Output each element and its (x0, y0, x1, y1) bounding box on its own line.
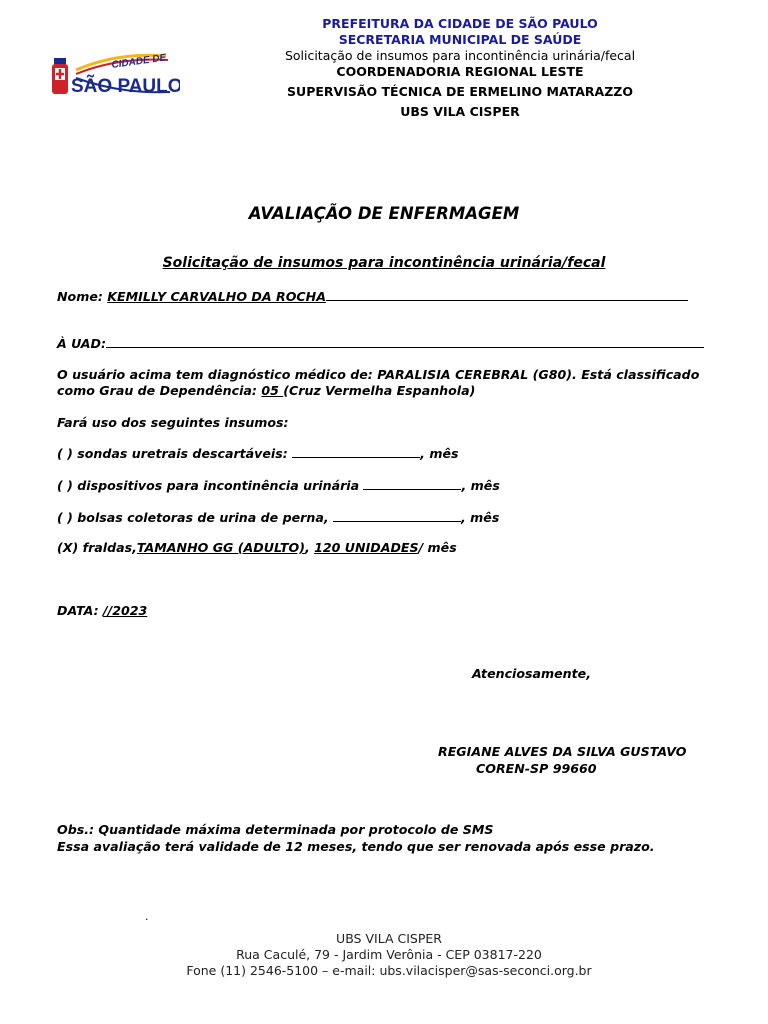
insumo-fraldas-qty: 120 UNIDADES (314, 540, 419, 555)
header-line-ubs: UBS VILA CISPER (400, 104, 520, 119)
uad-blank-line (106, 336, 704, 348)
signer-coren: COREN-SP 99660 (476, 761, 597, 776)
insumo-bolsas-suffix: , mês (461, 510, 500, 525)
stray-dot: . (145, 910, 149, 923)
closing-text: Atenciosamente, (472, 666, 591, 681)
insumo-dispositivos-suffix: , mês (461, 478, 500, 493)
diagnosis-line-1: O usuário acima tem diagnóstico médico de: PARALISIA CEREBRAL (G80). Está classificado (57, 367, 700, 382)
header-line-secretaria: SECRETARIA MUNICIPAL DE SAÚDE (338, 32, 582, 47)
insumo-fraldas-suffix: / mês (418, 540, 457, 555)
footer-contact: Fone (11) 2546-5100 – e-mail: ubs.vilacisper@sas-seconci.org.br (186, 963, 592, 978)
header-line-prefeitura: PREFEITURA DA CIDADE DE SÃO PAULO (322, 16, 598, 31)
date-label: DATA: (57, 603, 104, 618)
insumo-item-dispositivos (57, 478, 500, 494)
diagnosis-line-2 (57, 383, 475, 399)
uad-field (57, 336, 704, 352)
insumo-fraldas-size: TAMANHO GG (ADULTO) (136, 540, 305, 555)
signer-name: REGIANE ALVES DA SILVA GUSTAVO (438, 744, 687, 759)
logo-top-text: CIDADE DE (110, 52, 167, 71)
page-subtitle: Solicitação de insumos para incontinência urinária/fecal (162, 255, 606, 271)
header-line-solicitacao: Solicitação de insumos para incontinência urinária/fecal (284, 48, 636, 63)
nome-label: Nome: (57, 289, 108, 304)
uad-label: À UAD: (57, 336, 107, 351)
footer-ubs: UBS VILA CISPER (336, 931, 442, 946)
insumo-fraldas-label: (X) fraldas, (57, 540, 137, 555)
insumo-item-sondas (57, 446, 459, 462)
insumo-dispositivos-label: ( ) dispositivos para incontinência urinária (57, 478, 364, 493)
insumo-sondas-suffix: , mês (420, 446, 459, 461)
insumo-dispositivos-blank (363, 478, 461, 490)
insumo-item-bolsas (57, 510, 499, 526)
insumo-sondas-label: ( ) sondas uretrais descartáveis: (57, 446, 293, 461)
nome-blank-line (326, 289, 688, 301)
insumo-bolsas-label: ( ) bolsas coletoras de urina de perna, (57, 510, 333, 525)
header-line-supervisao: SUPERVISÃO TÉCNICA DE ERMELINO MATARAZZO (287, 84, 633, 99)
date-value: //2023 (103, 603, 148, 618)
grau-scale: (Cruz Vermelha Espanhola) (283, 383, 476, 398)
header-line-coordenadoria: COORDENADORIA REGIONAL LESTE (336, 64, 584, 79)
obs-line-1: Obs.: Quantidade máxima determinada por protocolo de SMS (57, 822, 494, 837)
insumos-intro: Fará uso dos seguintes insumos: (57, 415, 289, 430)
insumo-item-fraldas (57, 540, 457, 556)
sao-paulo-logo (48, 50, 180, 108)
grau-value: 05 (261, 383, 284, 398)
obs-line-2: Essa avaliação terá validade de 12 meses, tendo que ser renovada após esse prazo. (57, 839, 655, 854)
date-field (57, 603, 147, 619)
insumo-bolsas-blank (333, 510, 461, 522)
page-title: AVALIAÇÃO DE ENFERMAGEM (248, 204, 520, 223)
insumo-sondas-blank (292, 446, 420, 458)
logo-main-text: SÃO PAULO (71, 76, 180, 97)
nome-value: KEMILLY CARVALHO DA ROCHA (107, 289, 326, 304)
insumo-fraldas-sep: , (304, 540, 315, 555)
grau-label: como Grau de Dependência: (57, 383, 262, 398)
nome-field (57, 289, 688, 305)
footer-address: Rua Caculé, 79 - Jardim Verônia - CEP 03817-220 (236, 947, 542, 962)
